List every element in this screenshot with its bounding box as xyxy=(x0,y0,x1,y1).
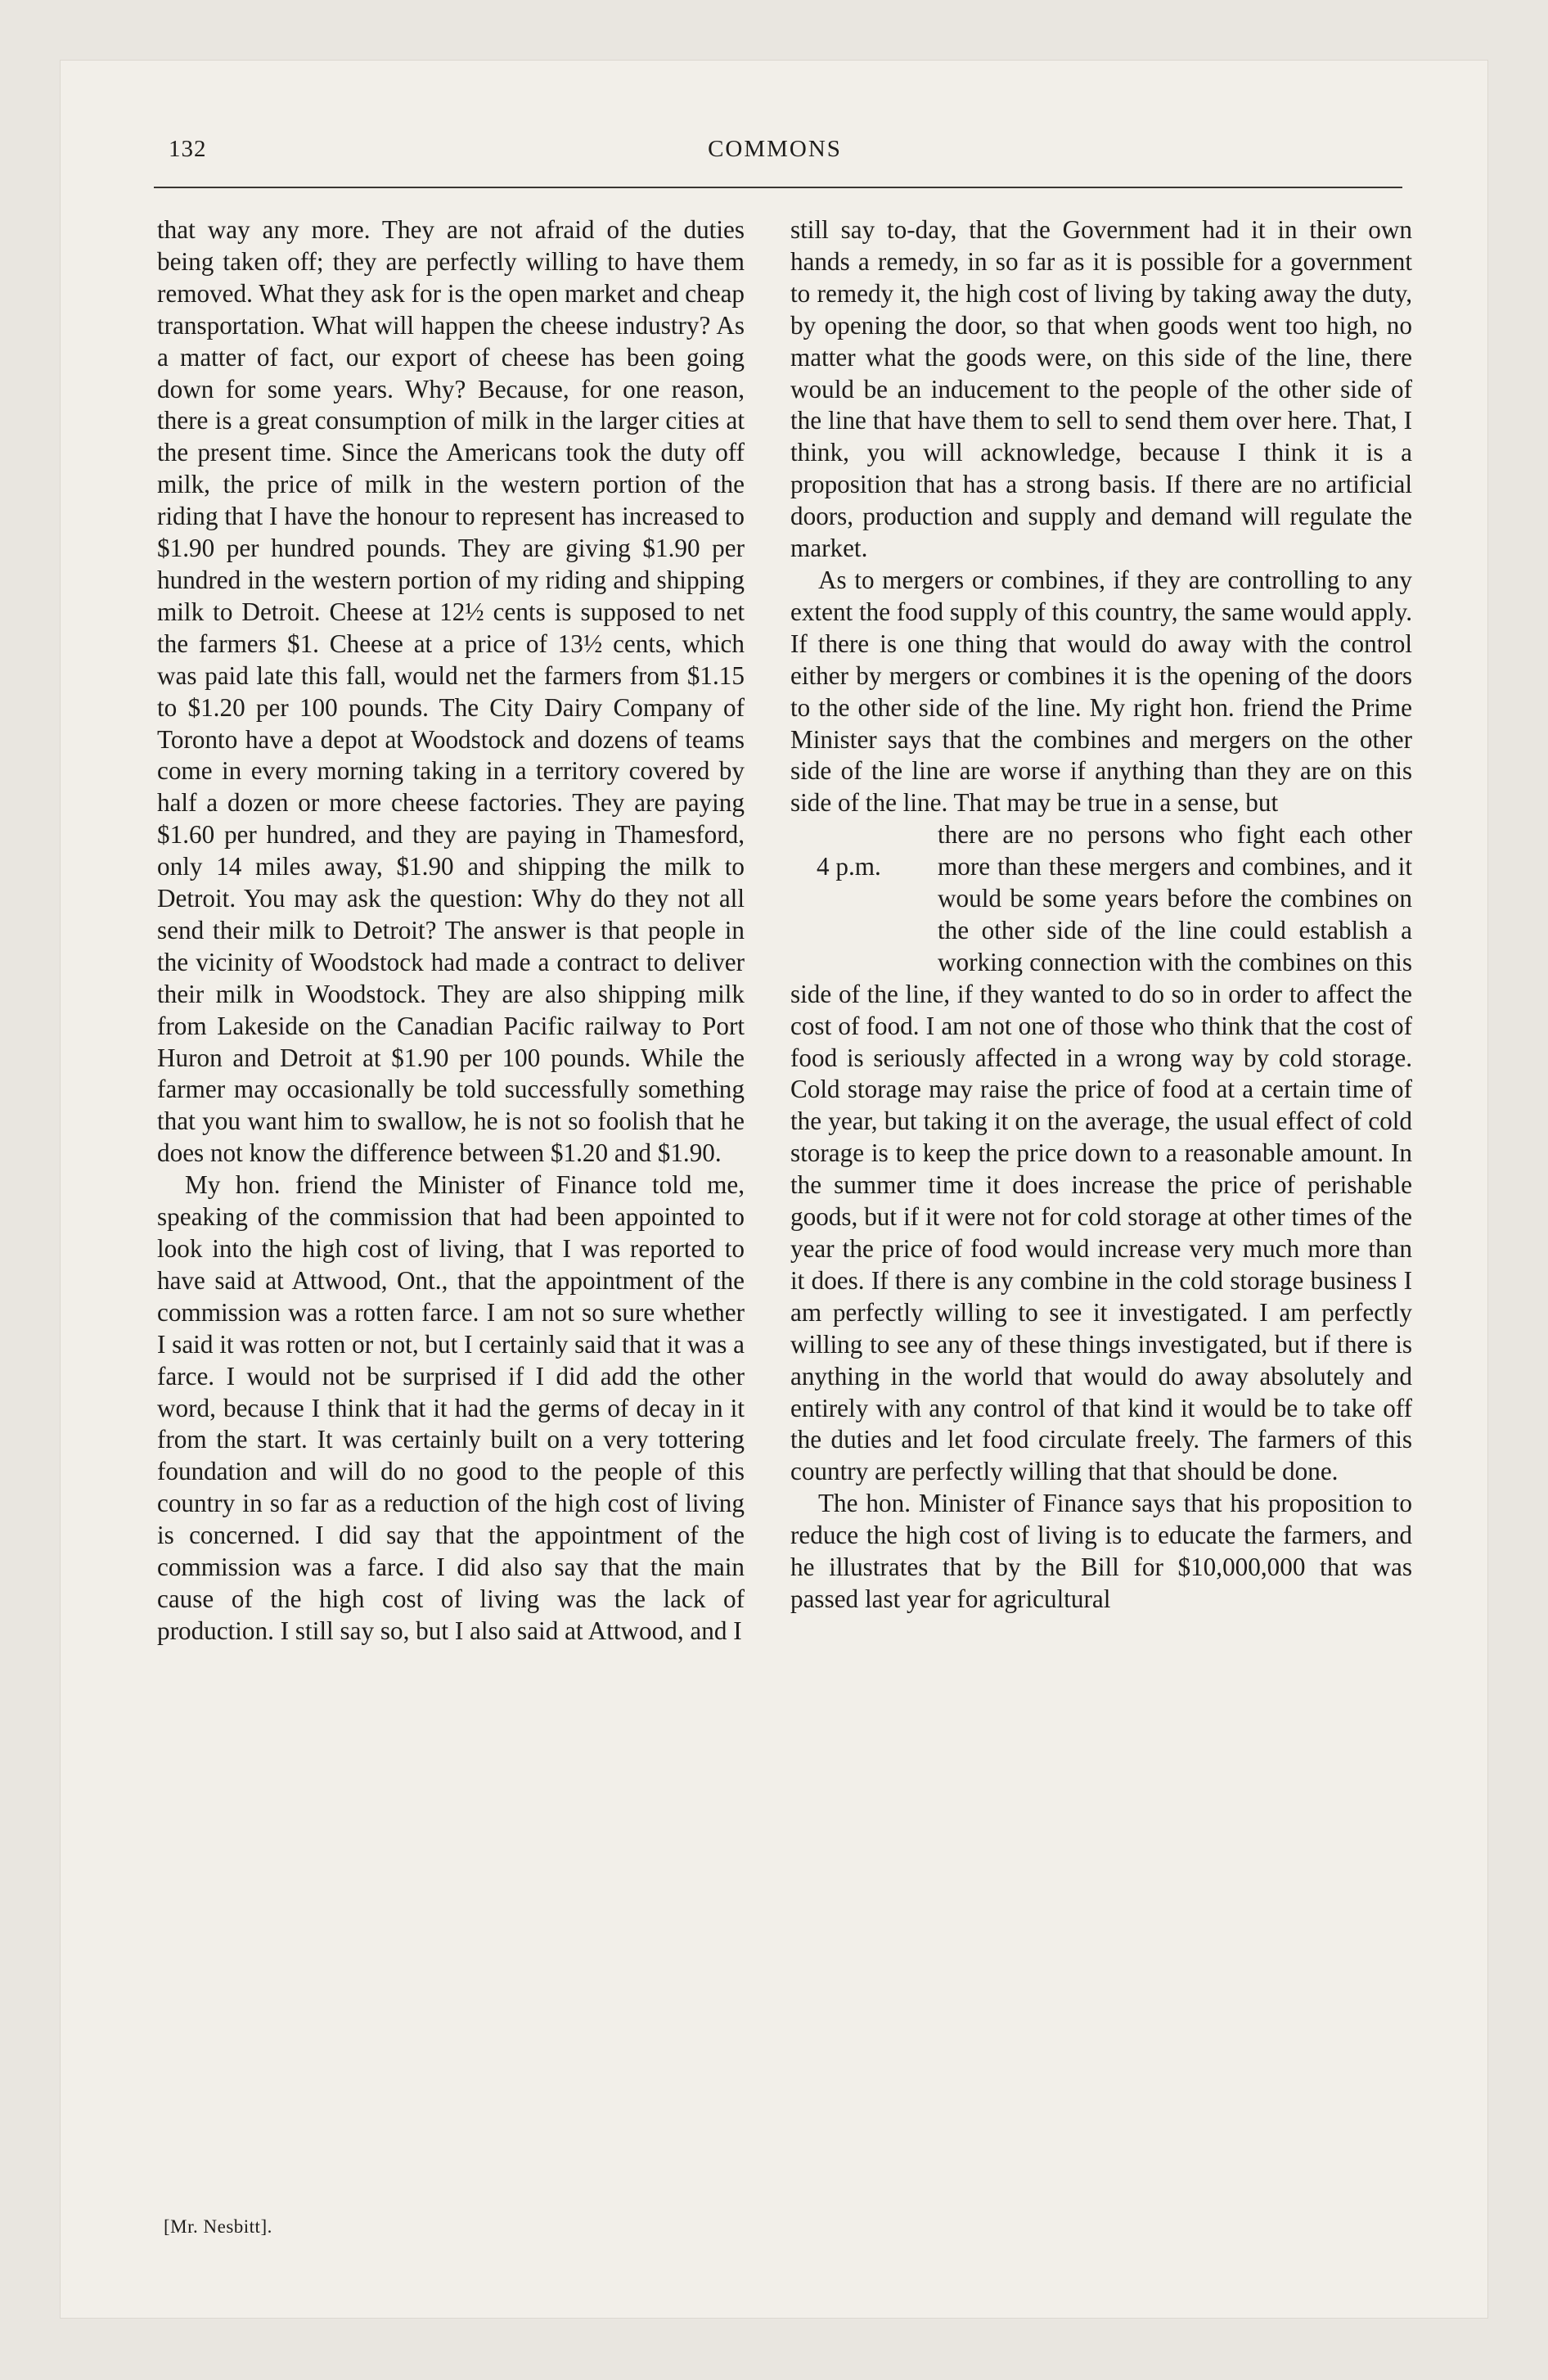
left-paragraph-1: that way any more. They are not afraid of the duties being taken off; they are perfectly willing to have them removed. What they ask for is the open market and cheap transportation. What will happen the cheese industry? As a matter of fact, our export of cheese has been going down for some years. Why? Because, for one reason, there is a great consumption of milk in the larger cities at the present time. Since the Americans took the duty off milk, the price of milk in the western portion of the riding that I have the honour to represent has increased to $1.90 per hundred pounds. They are giving $1.90 per hundred in the western portion of my riding and shipping milk to Detroit. Cheese at 12½ cents is supposed to net the farmers $1. Cheese at a price of 13½ cents, which was paid late this fall, would net the farmers from $1.15 to $1.20 per 100 pounds. The City Dairy Company of Toronto have a depot at Woodstock and dozens of teams come in every morning taking in a territory covered by half a dozen or more cheese factories. They are paying $1.60 per hundred, and they are paying in Thamesford, only 14 miles away, $1.90 and shipping the milk to Detroit. You may ask the question: Why do they not all send their milk to Detroit? The answer is that people in the vicinity of Woodstock had made a contract to deliver their milk in Woodstock. They are also shipping milk from Lakeside on the Canadian Pacific railway to Port Huron and Detroit at $1.90 per 100 pounds. While the farmer may occasionally be told successfully something that you want him to swallow, he is not so foolish that he does not know the difference between $1.20 and $1.90. xyxy=(157,215,745,1168)
left-paragraph-2: My hon. friend the Minister of Finance told me, speaking of the commission that had been appointed to look into the high cost of living, that I was reported to have said at Attwood, Ont., that the appointment of the commission was a rotten farce. I am not so sure whether I said it was rotten or not, but I certainly said that it was a farce. I would not be surprised if I did add the other word, because I think that it had the germs of decay in it from the start. It was certainly built on a very tottering foundation and will do no good to the people of this country in so far as a reduction of the high cost of living is concerned. I did say that the appointment of the commission was a farce. I did also say that the main cause of the high cost of living was the lack of production. I still say so, but I also said at Attwood, and I xyxy=(157,1170,745,1645)
page-header xyxy=(149,136,1401,169)
left-column xyxy=(157,214,745,1648)
speaker-footer: [Mr. Nesbitt]. xyxy=(164,2216,272,2237)
right-paragraph-2b: there are no persons who fight each other more than these mergers and combines, and it would be some years before the combines on the other side of the line could establish a working connection with the combines on this side of the line, if they wanted to do so in order to affect the cost of food. I am not one of those who think that the cost of food is seriously affected in a wrong way by cold storage. Cold storage may raise the price of food at a certain time of the year, but taking it on the average, the usual effect of cold storage is to keep the price down to a reasonable amount. In the summer time it does increase the price of perishable goods, but if it were not for cold storage at other times of the year the price of food would increase very much more than it does. If there is any combine in the cold storage business I am perfectly willing to see it investigated. I am perfectly willing to see any of these things investigated, but if there is anything in the world that would do away absolutely and entirely with any control of that kind it would be to take off the duties and let food circulate freely. The farmers of this country are perfectly willing that that should be done. xyxy=(790,820,1412,1486)
header-rule xyxy=(154,187,1402,188)
right-paragraph-1: still say to-day, that the Government had it in their own hands a remedy, in so far as it is possible for a government to remedy it, the high cost of living by taking away the duty, by opening the door, so that when goods went too high, no matter what the goods were, on this side of the line, there would be an inducement to the people of the other side of the line that have them to sell to send them over here. That, I think, you will acknowledge, because I think it is a proposition that has a strong basis. If there are no artificial doors, production and supply and demand will regulate the market. xyxy=(790,215,1412,563)
right-paragraph-2a: As to mergers or combines, if they are controlling to any extent the food supply of this country, the same would apply. If there is one thing that would do away with the control either by mergers or combines it is the opening of the doors to the other side of the line. My right hon. friend the Prime Minister says that the combines and mergers on the other side of the line are worse if anything than they are on this side of the line. That may be true in a sense, but xyxy=(790,565,1412,818)
time-margin-note: 4 p.m. xyxy=(817,852,881,881)
right-column xyxy=(790,214,1412,1616)
right-paragraph-3: The hon. Minister of Finance says that his proposition to reduce the high cost of living is to educate the farmers, and he illustrates that by the Bill for $10,000,000 that was passed last year for agricultural xyxy=(790,1489,1412,1613)
page-number: 132 xyxy=(169,136,207,162)
running-title: COMMONS xyxy=(708,136,842,162)
